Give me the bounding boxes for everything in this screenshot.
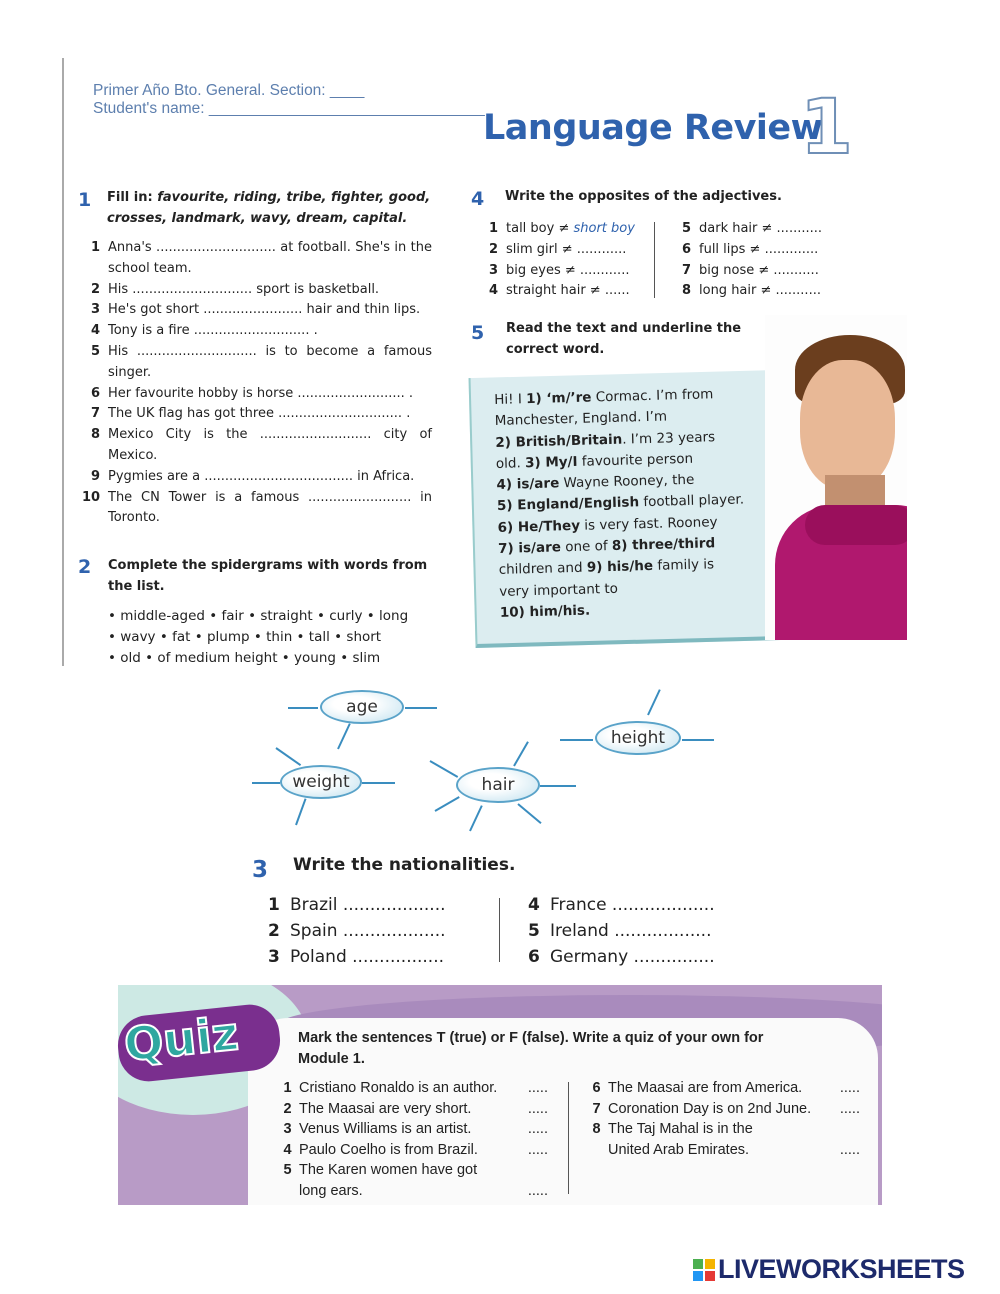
item-text[interactable]: big eyes ≠ ............: [506, 262, 630, 278]
page-title: Language Review: [483, 108, 823, 148]
item-number: 2: [90, 281, 100, 297]
answer-blank[interactable]: .....: [527, 1182, 548, 1199]
list-item: [528, 892, 715, 918]
item-text[interactable]: tall boy ≠ short boy: [506, 221, 635, 236]
text-line: 10) him/his.: [499, 602, 591, 621]
photo-boy: [765, 315, 907, 640]
item-number: 4: [283, 1141, 292, 1158]
worksheet-header: [93, 82, 485, 118]
reading-text: [494, 384, 747, 625]
section-1-instructions: [107, 187, 437, 229]
list-item: [268, 944, 446, 970]
answer-blank[interactable]: .....: [527, 1080, 548, 1096]
list-item: [480, 261, 650, 282]
item-text[interactable]: Pygmies are a .................................... in Africa.: [108, 468, 415, 484]
opposites-right: [673, 219, 838, 302]
item-text: Venus Williams is an artist.: [299, 1121, 472, 1137]
instr-line: Module 1.: [298, 1050, 365, 1067]
item-text[interactable]: Anna's ............................. at football. She's in the school team.: [108, 240, 432, 276]
nationalities-right: [528, 892, 715, 970]
item-number: 8: [90, 427, 100, 443]
item-text[interactable]: straight hair ≠ ......: [506, 283, 630, 299]
list-item: [673, 281, 838, 302]
list-item: [673, 261, 838, 282]
column-divider: [499, 898, 500, 962]
bubble-weight: weight: [280, 765, 362, 799]
section-2-word-list: [108, 606, 408, 668]
quiz-item: [585, 1099, 860, 1120]
list-item: [82, 404, 432, 425]
section-4-instructions: Write the opposites of the adjectives.: [505, 189, 782, 204]
item-text: Paulo Coelho is from Brazil.: [299, 1141, 478, 1158]
item-text[interactable]: big nose ≠ ...........: [699, 262, 819, 278]
list-item: [82, 488, 432, 530]
list-item: [82, 425, 432, 467]
list-item: [480, 240, 650, 261]
item-text[interactable]: He's got short ........................ hair and thin lips.: [108, 302, 421, 318]
item-text[interactable]: Poland .................: [290, 947, 445, 967]
item-text[interactable]: France ...................: [550, 895, 715, 915]
item-text[interactable]: Germany ...............: [550, 947, 715, 967]
item-number: 1: [283, 1080, 292, 1096]
section-4-number: 4: [471, 188, 485, 210]
list-item: [673, 219, 838, 240]
list-item: [268, 918, 446, 944]
section-1-list: [82, 238, 432, 529]
item-number: 8: [681, 283, 691, 299]
quiz-item: [276, 1160, 548, 1201]
student-name-line[interactable]: Student's name: ________________________________: [93, 100, 485, 117]
item-number: 7: [592, 1100, 601, 1117]
item-number: 2: [283, 1100, 292, 1117]
section-line[interactable]: Primer Año Bto. General. Section: ____: [93, 82, 365, 99]
bubble-hair: hair: [456, 767, 540, 803]
text-line: 7) is/are one of 8) three/third: [497, 535, 716, 558]
list-item: [82, 300, 432, 321]
item-number: 6: [90, 385, 100, 401]
item-text[interactable]: Tony is a fire ............................ .: [108, 323, 318, 339]
quiz-item: [585, 1078, 860, 1099]
item-text[interactable]: Brazil ...................: [290, 895, 446, 915]
section-3-number: 3: [252, 857, 269, 883]
item-number: 3: [268, 947, 280, 967]
text-line: old. 3) My/I favourite person: [495, 450, 694, 472]
text-line: Manchester, England. I’m: [494, 408, 668, 430]
list-item: [82, 342, 432, 384]
list-item: [528, 918, 715, 944]
word-bank: favourite, riding, tribe, fighter, good, crosses, landmark, wavy, dream, capital.: [107, 190, 431, 226]
item-text[interactable]: Ireland ..................: [550, 921, 712, 941]
text-line: Hi! I 1) ‘m/’re Cormac. I’m from: [494, 386, 714, 408]
item-text: Coronation Day is on 2nd June.: [608, 1100, 812, 1117]
list-item: [82, 280, 432, 301]
item-number: 4: [90, 323, 100, 339]
item-text[interactable]: long hair ≠ ...........: [699, 283, 821, 299]
quiz-left-list: [276, 1078, 548, 1201]
item-text[interactable]: Mexico City is the ........................... city of Mexico.: [108, 427, 432, 463]
item-number: 3: [283, 1121, 292, 1137]
item-number: 4: [488, 283, 498, 299]
item-number: 5: [528, 921, 540, 941]
quiz-item: [585, 1119, 860, 1160]
word-row: • wavy • fat • plump • thin • tall • short: [108, 628, 382, 645]
answer-blank[interactable]: .....: [527, 1121, 548, 1137]
section-5-instructions: Read the text and underline the correct word.: [506, 321, 742, 357]
quiz-item: [276, 1140, 548, 1161]
bubble-height: height: [595, 721, 681, 755]
item-text[interactable]: The UK flag has got three .............................. .: [108, 406, 411, 422]
instr-label: Fill in:: [107, 190, 153, 205]
item-number: 10: [82, 489, 101, 505]
answer-blank[interactable]: .....: [839, 1141, 860, 1158]
text-line: 2) British/Britain. I’m 23 years: [495, 428, 716, 451]
answer-blank[interactable]: .....: [527, 1141, 548, 1158]
list-item: [480, 219, 650, 240]
item-text[interactable]: full lips ≠ .............: [699, 241, 819, 257]
item-number: 7: [681, 262, 691, 278]
item-text[interactable]: dark hair ≠ ...........: [699, 221, 822, 236]
item-text: The Taj Mahal is in the United Arab Emirates.: [608, 1121, 753, 1158]
list-item: [480, 281, 650, 302]
item-number: 3: [90, 302, 100, 318]
text-line: 5) England/English football player.: [496, 491, 745, 515]
item-text: The Karen women have got long ears.: [299, 1162, 478, 1199]
answer-blank[interactable]: .....: [839, 1080, 860, 1096]
list-item: [82, 467, 432, 488]
item-number: 5: [681, 221, 691, 236]
item-number: 2: [488, 241, 498, 257]
nationalities-left: [268, 892, 446, 970]
item-number: 8: [592, 1121, 601, 1137]
quiz-instructions: [298, 1028, 763, 1069]
instr-line: Mark the sentences T (true) or F (false). Write a quiz of your own for: [298, 1030, 764, 1046]
liveworksheets-brand[interactable]: LIVEWORKSHEETS: [718, 1254, 965, 1284]
module-number: 1: [800, 82, 853, 171]
list-item: [82, 384, 432, 405]
list-item: [268, 892, 446, 918]
item-text[interactable]: Her favourite hobby is horse .......................... .: [108, 385, 414, 401]
item-number: 6: [528, 947, 540, 967]
item-number: 3: [488, 262, 498, 278]
text-line: very important to: [499, 580, 619, 600]
item-number: 4: [528, 895, 540, 915]
liveworksheets-logo-icon: [693, 1259, 715, 1281]
section-5-number: 5: [471, 322, 485, 344]
text-line: children and 9) his/he family is: [498, 556, 715, 579]
item-number: 6: [681, 241, 691, 257]
item-text[interactable]: slim girl ≠ ............: [506, 241, 627, 257]
item-text: The Maasai are from America.: [608, 1080, 803, 1096]
quiz-logo: Quiz: [121, 1006, 241, 1072]
item-text[interactable]: The CN Tower is a famous ......................... in Toronto.: [108, 489, 432, 526]
answer-blank[interactable]: .....: [839, 1100, 860, 1117]
item-number: 1: [488, 221, 498, 236]
item-text[interactable]: His ............................. sport is basketball.: [108, 281, 380, 297]
word-row: • old • of medium height • young • slim: [108, 649, 381, 666]
list-item: [528, 944, 715, 970]
answer-blank[interactable]: .....: [527, 1100, 548, 1117]
section-3-instructions: Write the nationalities.: [293, 855, 516, 875]
section-1-number: 1: [78, 189, 92, 211]
item-number: 9: [90, 468, 100, 484]
item-number: 7: [90, 406, 100, 422]
item-text: The Maasai are very short.: [299, 1100, 472, 1117]
item-number: 1: [268, 895, 280, 915]
quiz-right-list: [585, 1078, 860, 1160]
list-item: [673, 240, 838, 261]
list-item: [82, 238, 432, 280]
list-item: [82, 321, 432, 342]
quiz-item: [276, 1078, 548, 1099]
page-margin-line: [62, 58, 64, 666]
text-line: 4) is/are Wayne Rooney, the: [496, 471, 695, 494]
column-divider: [568, 1082, 569, 1194]
section-2-number: 2: [78, 556, 92, 578]
bubble-age: age: [320, 690, 404, 724]
column-divider: [654, 222, 655, 298]
item-text[interactable]: Spain ...................: [290, 921, 446, 941]
item-number: 5: [90, 343, 100, 359]
item-number: 2: [268, 921, 280, 941]
quiz-item: [276, 1099, 548, 1120]
item-number: 1: [90, 240, 100, 255]
opposites-left: [480, 219, 650, 302]
item-number: 6: [592, 1080, 601, 1096]
text-line: 6) He/They is very fast. Rooney: [497, 513, 718, 536]
item-text: Cristiano Ronaldo is an author.: [299, 1080, 498, 1096]
item-text[interactable]: His ............................. is to become a famous singer.: [108, 343, 432, 380]
word-row: • middle-aged • fair • straight • curly • long: [108, 608, 409, 624]
quiz-item: [276, 1119, 548, 1140]
section-2-instructions: Complete the spidergrams with words from the list.: [108, 558, 428, 594]
item-number: 5: [283, 1162, 292, 1178]
